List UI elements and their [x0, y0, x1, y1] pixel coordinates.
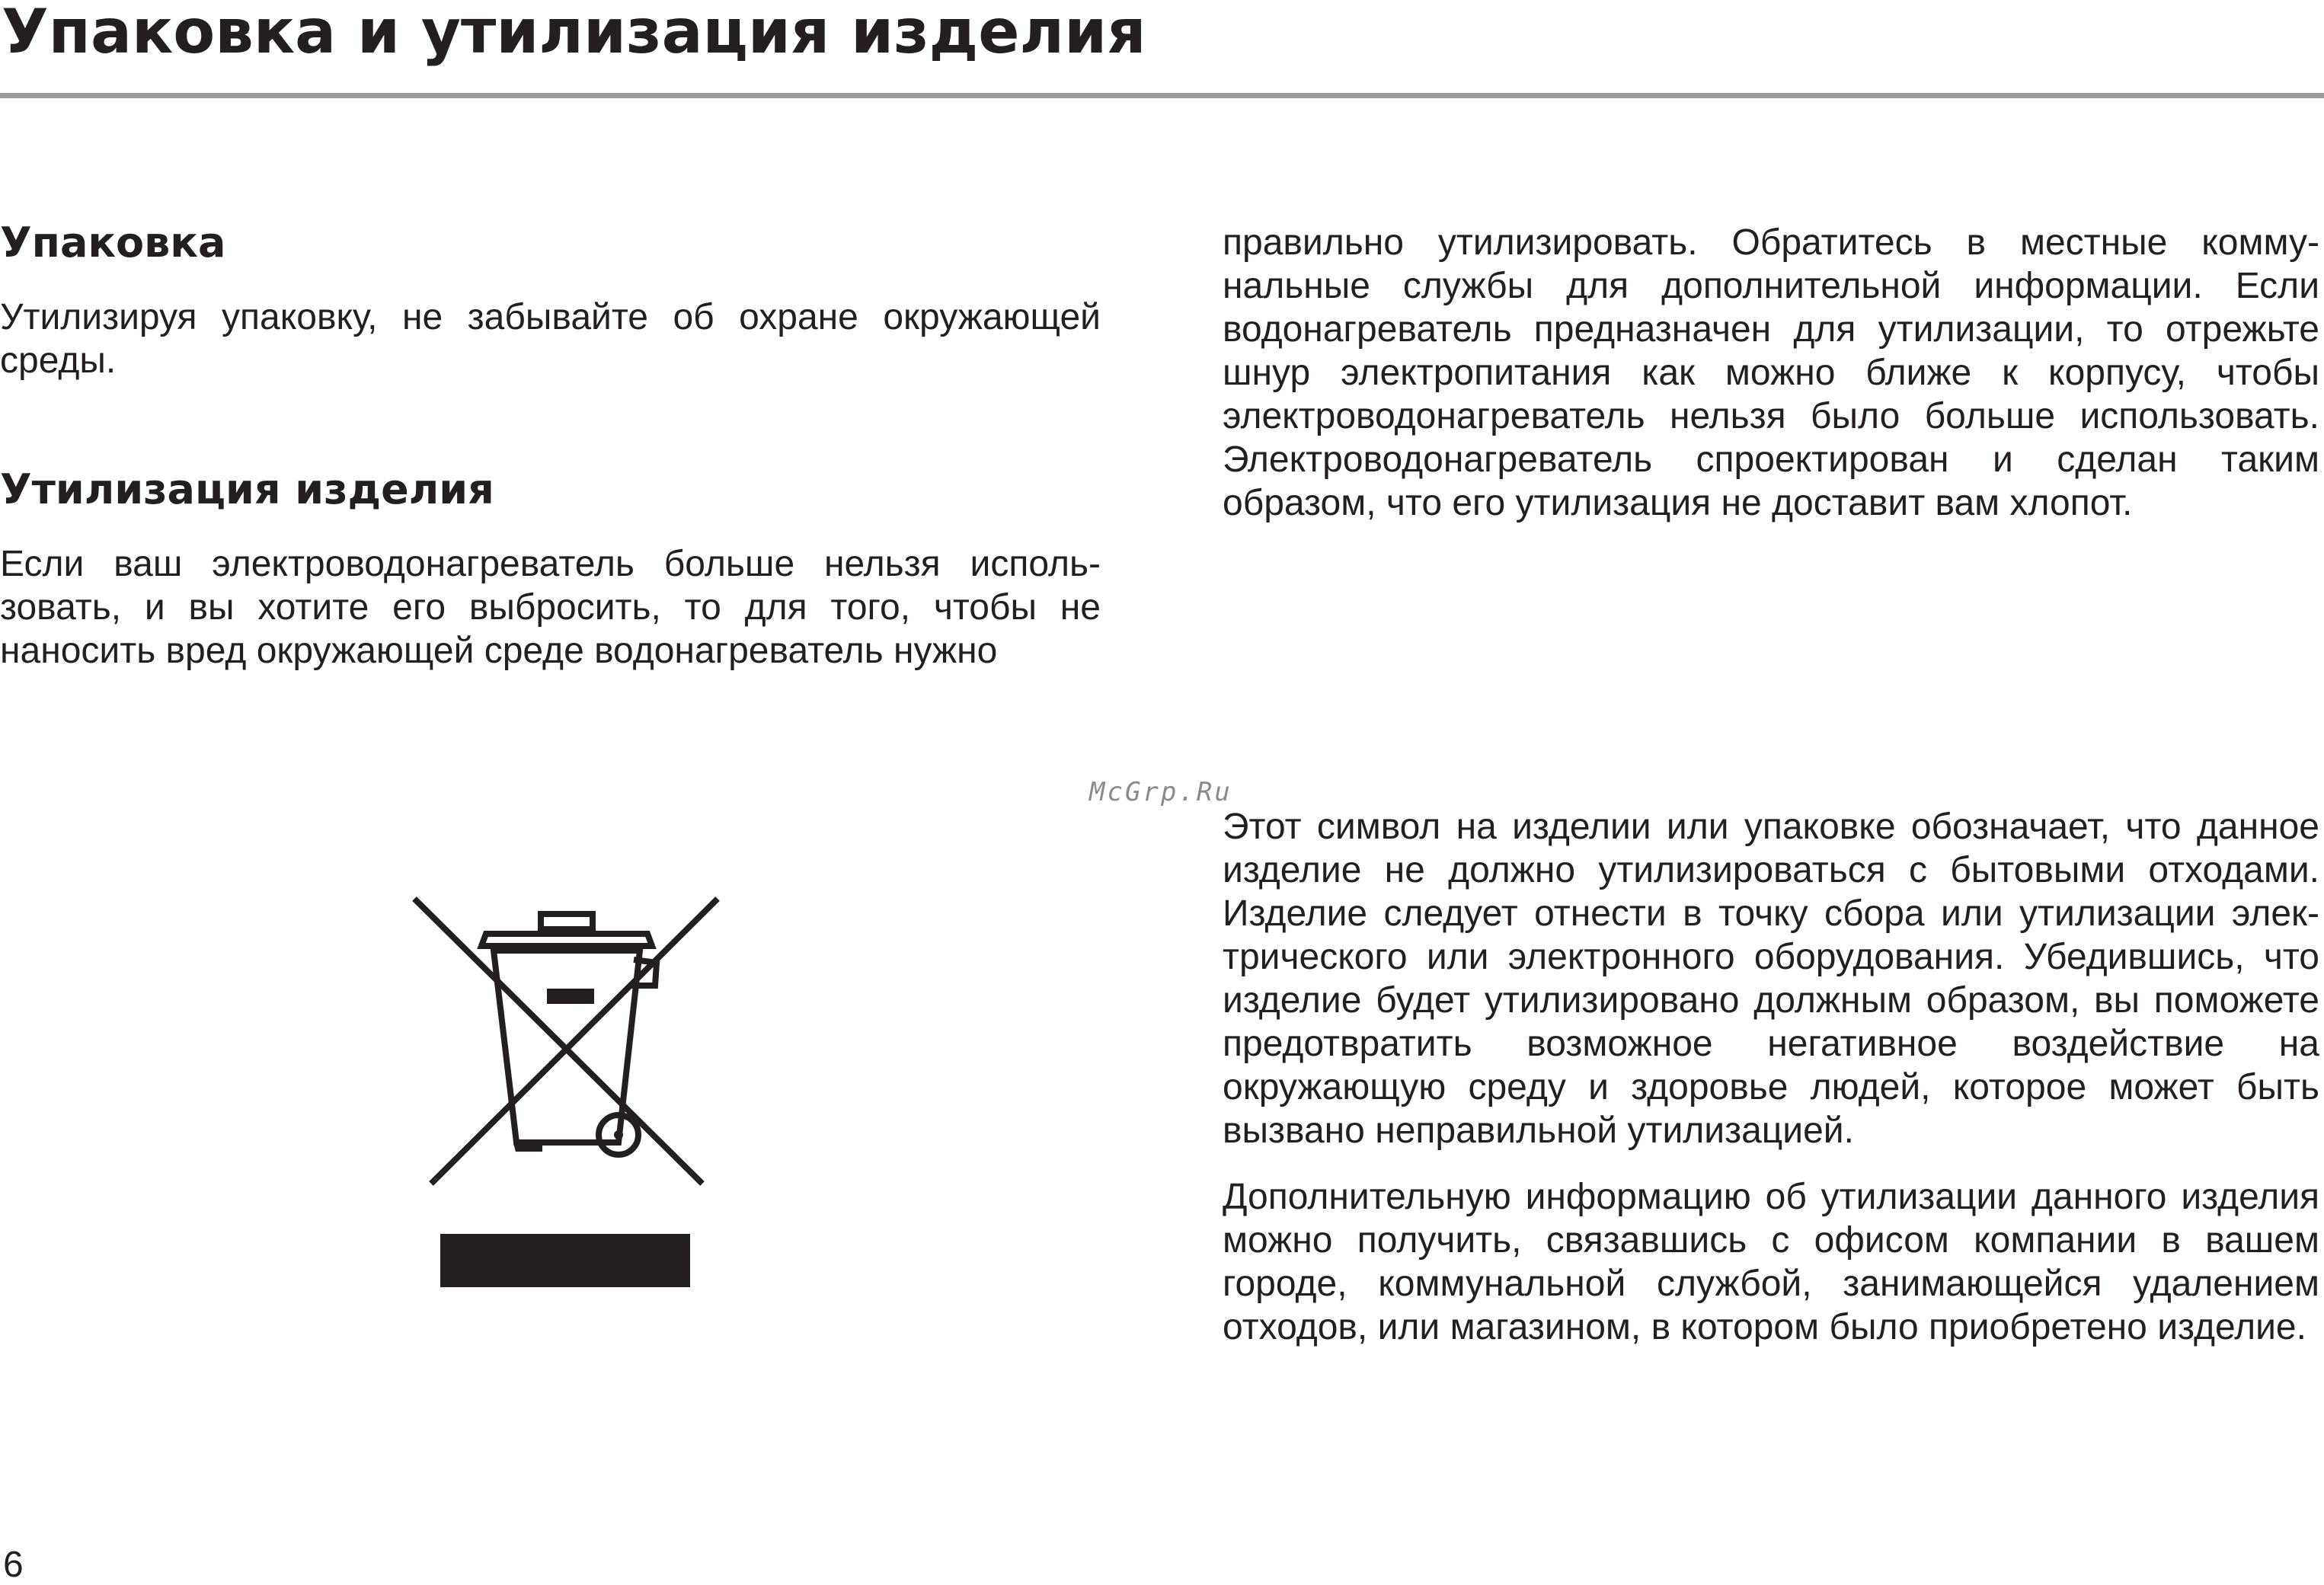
packaging-text: Утилизируя упаковку, не забывайте об охране окружающей среды.	[0, 297, 1101, 381]
disposal-text-part2: правильно утилизировать. Обратитесь в местные коммунальные службы для дополнительной информации. Если водонагреватель предназначен для утилизации, то отрежьте шнур электропитания как можно ближе к корпусу, чтобы электроводонагреватель нельзя было больше использовать. Электроводонагреватель спроектирован и сделан таким образом, что его утилизация не доставит вам хлопот.	[1223, 222, 2319, 523]
symbol-info-text1: Этот символ на изделии или упаковке обозначает, что данное изделие не должно утилизироваться с бытовыми отходами. Изделие следует отнести в точку сбора или утилизации электрического или электронного оборудования. Убедившись, что изделие будет утилизировано должным образом, вы поможете предотвратить возможное негативное воздействие на окружающую среду и здоровье людей, которое может быть вызвано неправильной утилизацией.	[1223, 807, 2319, 1151]
crossed-out-wheelie-bin-icon	[404, 884, 739, 1310]
symbol-info-text2: Дополнительную информацию об утилизации данного изделия можно получить, связавшись с офисом компании в вашем городе, коммунальной службой, занимающейся удалением отходов, или магазином, в котором было приобретено изделие.	[1223, 1177, 2319, 1347]
disposal-text-part1: Если ваш электроводонагреватель больше нельзя использовать, и вы хотите его выбросить, то для того, чтобы не наносить вред окружающей среде водонагреватель нужно	[0, 544, 1101, 671]
title-divider	[0, 93, 2324, 98]
page-title: Упаковка и утилизация изделия	[2, 0, 1146, 67]
page-number: 6	[3, 1545, 24, 1585]
packaging-heading: Упаковка	[0, 219, 226, 267]
disposal-heading: Утилизация изделия	[0, 465, 494, 513]
watermark-text: McGrp.Ru	[1089, 777, 1232, 807]
